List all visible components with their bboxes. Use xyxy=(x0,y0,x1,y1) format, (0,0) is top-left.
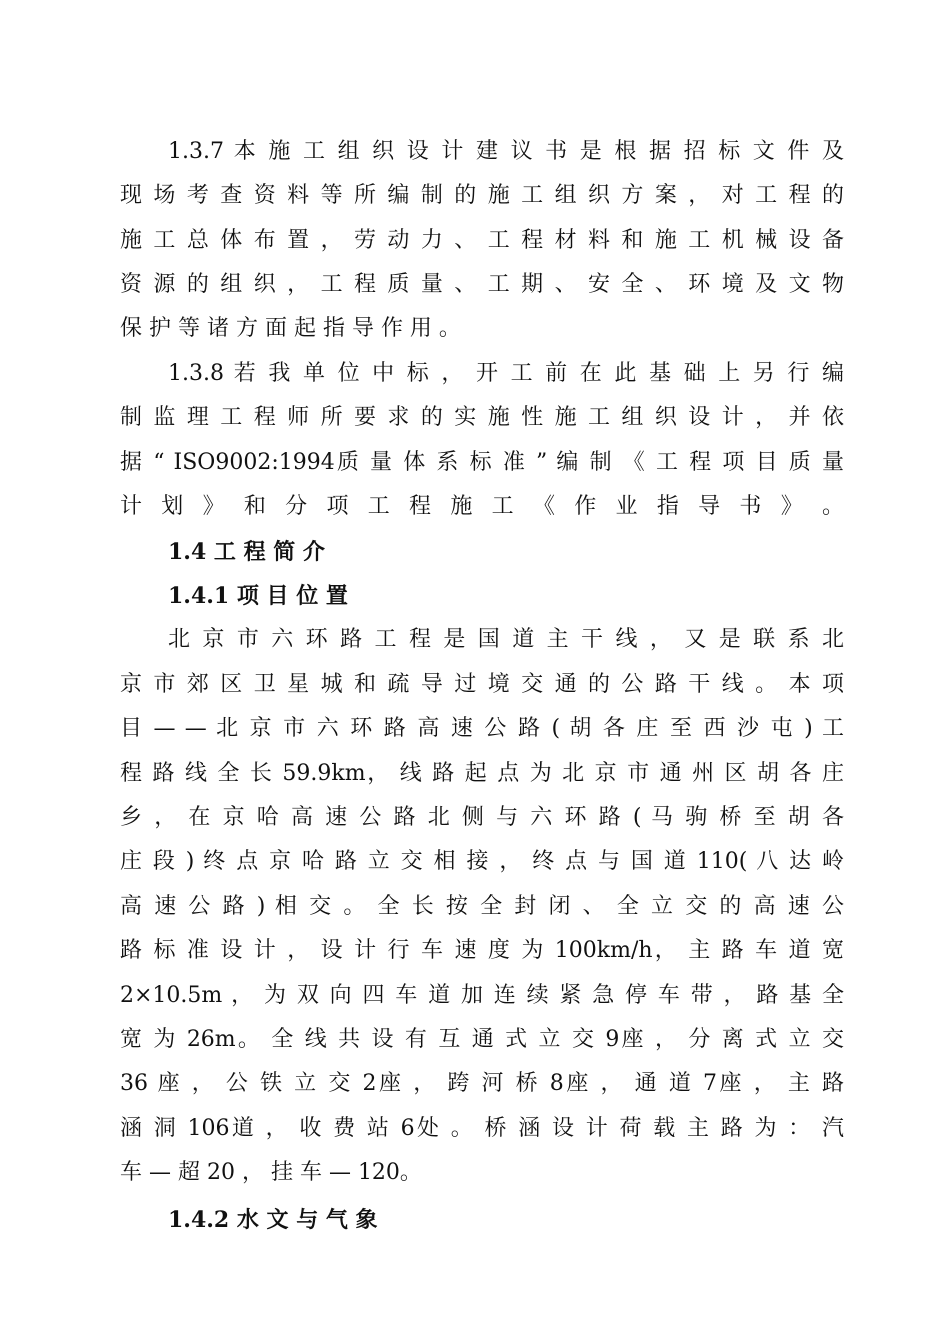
section-heading-1-4-1: 1.4.1 项 目 位 置 xyxy=(168,583,348,609)
paragraph-1-4-1-line-2: 京 市 郊 区 卫 星 城 和 疏 导 过 境 交 通 的 公 路 干 线 。 本 项 xyxy=(120,672,844,697)
paragraph-1-4-1-line-5: 乡 ， 在 京 哈 高 速 公 路 北 侧 与 六 环 路 ( 马 驹 桥 至 胡 各 xyxy=(120,805,844,830)
paragraph-1-4-1-line-1: 北 京 市 六 环 路 工 程 是 国 道 主 干 线 ， 又 是 联 系 北 xyxy=(168,627,844,652)
paragraph-1-3-7-line-1: 1.3.7 本 施 工 组 织 设 计 建 议 书 是 根 据 招 标 文 件 及 xyxy=(168,139,844,164)
paragraph-1-4-1-line-10: 宽 为 26m。 全 线 共 设 有 互 通 式 立 交 9座 ， 分 离 式 立 交 xyxy=(120,1027,844,1052)
paragraph-1-4-1-line-4: 程 路 线 全 长 59.9km， 线 路 起 点 为 北 京 市 通 州 区 胡 各 庄 xyxy=(120,761,844,786)
paragraph-1-3-8-line-3: 据 “ ISO9002:1994质 量 体 系 标 准 ” 编 制 《 工 程 项 目 质 量 xyxy=(120,450,844,475)
paragraph-1-3-8-line-4: 计 划 》 和 分 项 工 程 施 工 《 作 业 指 导 书 》 。 xyxy=(120,494,844,519)
paragraph-1-4-1-line-6: 庄 段 ) 终 点 京 哈 路 立 交 相 接 ， 终 点 与 国 道 110( 八 达 岭 xyxy=(120,849,844,874)
paragraph-1-4-1-line-12: 涵 洞 106道 ， 收 费 站 6处 。 桥 涵 设 计 荷 载 主 路 为 ： 汽 xyxy=(120,1116,844,1141)
paragraph-1-3-7-line-3: 施 工 总 体 布 置 ， 劳 动 力 、 工 程 材 料 和 施 工 机 械 设 备 xyxy=(120,228,844,253)
paragraph-1-3-8-line-2: 制 监 理 工 程 师 所 要 求 的 实 施 性 施 工 组 织 设 计 ， 并 依 xyxy=(120,405,844,430)
paragraph-1-4-1-line-9: 2×10.5m ， 为 双 向 四 车 道 加 连 续 紧 急 停 车 带 ， 路 基 全 xyxy=(120,983,844,1008)
section-heading-1-4: 1.4 工 程 简 介 xyxy=(168,539,325,565)
paragraph-1-4-1-line-11: 36 座 ， 公 铁 立 交 2座 ， 跨 河 桥 8座 ， 通 道 7座 ， 主 路 xyxy=(120,1071,844,1096)
paragraph-1-3-7-line-2: 现 场 考 查 资 料 等 所 编 制 的 施 工 组 织 方 案 ， 对 工 程 的 xyxy=(120,183,844,208)
paragraph-1-3-7-line-5: 保 护 等 诸 方 面 起 指 导 作 用 。 xyxy=(120,316,461,341)
paragraph-1-4-1-line-7: 高 速 公 路 ) 相 交 。 全 长 按 全 封 闭 、 全 立 交 的 高 速 公 xyxy=(120,894,844,919)
paragraph-1-4-1-line-13: 车 — 超 20 ， 挂 车 — 120。 xyxy=(120,1160,422,1185)
paragraph-1-3-7-line-4: 资 源 的 组 织 ， 工 程 质 量 、 工 期 、 安 全 、 环 境 及 文 物 xyxy=(120,272,844,297)
section-heading-1-4-2: 1.4.2 水 文 与 气 象 xyxy=(168,1207,378,1233)
paragraph-1-4-1-line-3: 目 — — 北 京 市 六 环 路 高 速 公 路 ( 胡 各 庄 至 西 沙 屯 ) 工 xyxy=(120,716,844,741)
paragraph-1-3-8-line-1: 1.3.8 若 我 单 位 中 标 ， 开 工 前 在 此 基 础 上 另 行 编 xyxy=(168,361,844,386)
paragraph-1-4-1-line-8: 路 标 准 设 计 ， 设 计 行 车 速 度 为 100km/h， 主 路 车 道 宽 xyxy=(120,938,844,963)
